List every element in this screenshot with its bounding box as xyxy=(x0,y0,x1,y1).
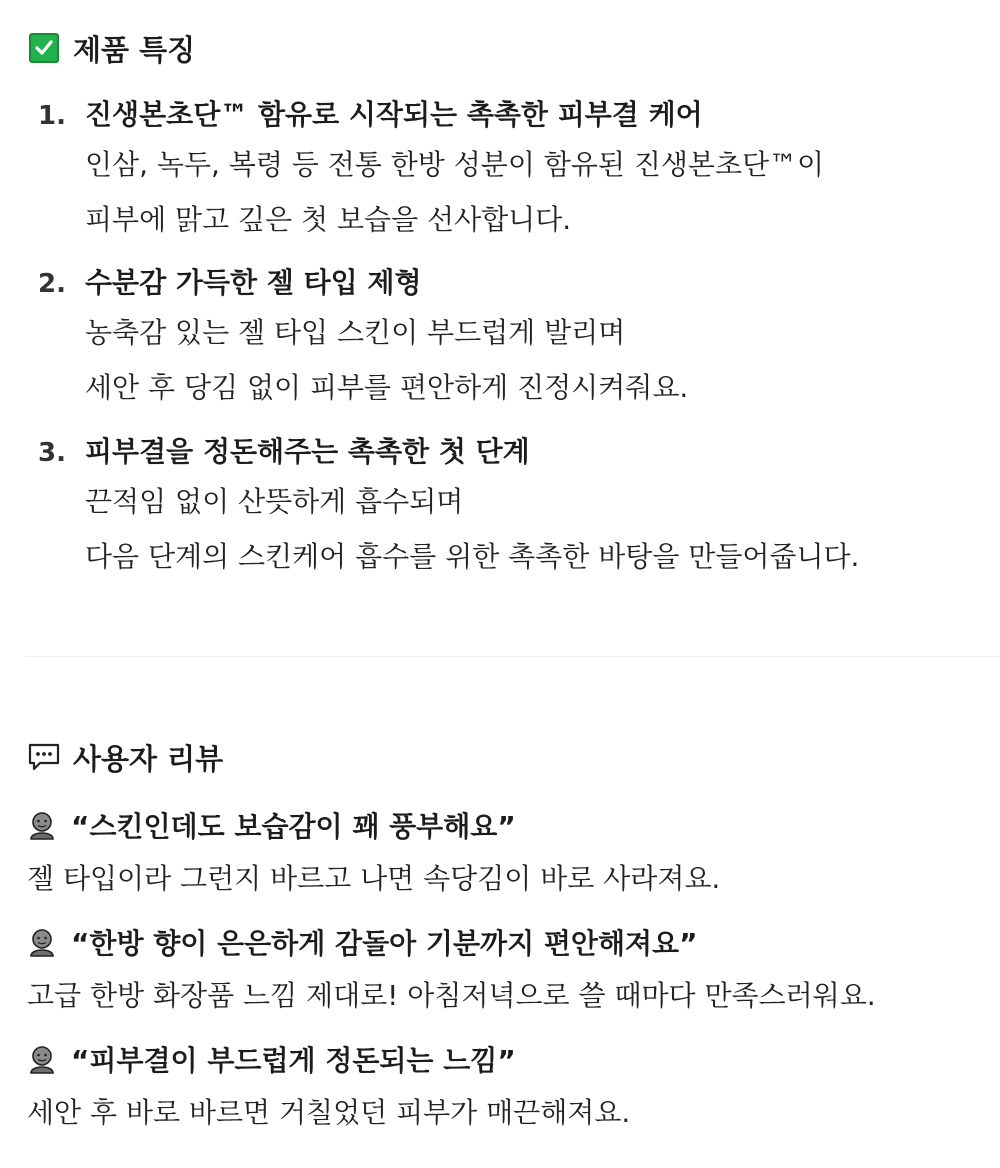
reviews-title: 사용자 리뷰 xyxy=(73,741,224,776)
review-item xyxy=(27,1039,987,1133)
review-item xyxy=(27,922,987,1016)
feature-description-line: 다음 단계의 스킨케어 흡수를 위한 촉촉한 바탕을 만들어줍니다. xyxy=(85,540,860,573)
review-body: 고급 한방 화장품 느낌 제대로! 아침저녁으로 쓸 때마다 만족스러워요. xyxy=(27,979,876,1012)
review-quote: “스킨인데도 보습감이 꽤 풍부해요” xyxy=(71,810,516,843)
feature-description-line: 피부에 맑고 깊은 첫 보습을 선사합니다. xyxy=(85,203,572,236)
person-icon xyxy=(27,810,57,840)
reviews-section-title xyxy=(27,737,223,777)
feature-description-line: 농축감 있는 젤 타입 스킨이 부드럽게 발리며 xyxy=(85,316,626,349)
feature-item xyxy=(38,432,978,584)
review-quote: “피부결이 부드럽게 정돈되는 느낌” xyxy=(71,1044,516,1077)
person-icon xyxy=(27,927,57,957)
feature-number: 2. xyxy=(38,269,66,299)
review-body: 세안 후 바로 바르면 거칠었던 피부가 매끈해져요. xyxy=(27,1096,631,1129)
section-divider xyxy=(25,656,1000,657)
feature-description-line: 인삼, 녹두, 복령 등 전통 한방 성분이 함유된 진생본초단™이 xyxy=(85,148,825,181)
review-body: 젤 타입이라 그런지 바르고 나면 속당김이 바로 사라져요. xyxy=(27,862,721,895)
feature-description-line: 끈적임 없이 산뜻하게 흡수되며 xyxy=(85,485,464,518)
review-quote: “한방 향이 은은하게 감돌아 기분까지 편안해져요” xyxy=(71,927,698,960)
feature-item xyxy=(38,263,978,415)
feature-heading: 피부결을 정돈해주는 촉촉한 첫 단계 xyxy=(85,435,530,468)
review-item xyxy=(27,805,987,899)
speech-balloon-icon xyxy=(27,740,61,774)
feature-heading: 수분감 가득한 젤 타입 제형 xyxy=(85,266,422,299)
features-section-title xyxy=(27,28,195,68)
person-icon xyxy=(27,1044,57,1074)
features-title: 제품 특징 xyxy=(73,32,196,67)
feature-heading: 진생본초단™ 함유로 시작되는 촉촉한 피부결 케어 xyxy=(85,98,703,131)
feature-number: 3. xyxy=(38,438,66,468)
check-mark-button-icon xyxy=(27,31,61,65)
feature-number: 1. xyxy=(38,101,66,131)
feature-description-line: 세안 후 당김 없이 피부를 편안하게 진정시켜줘요. xyxy=(85,371,689,404)
feature-item xyxy=(38,95,978,247)
